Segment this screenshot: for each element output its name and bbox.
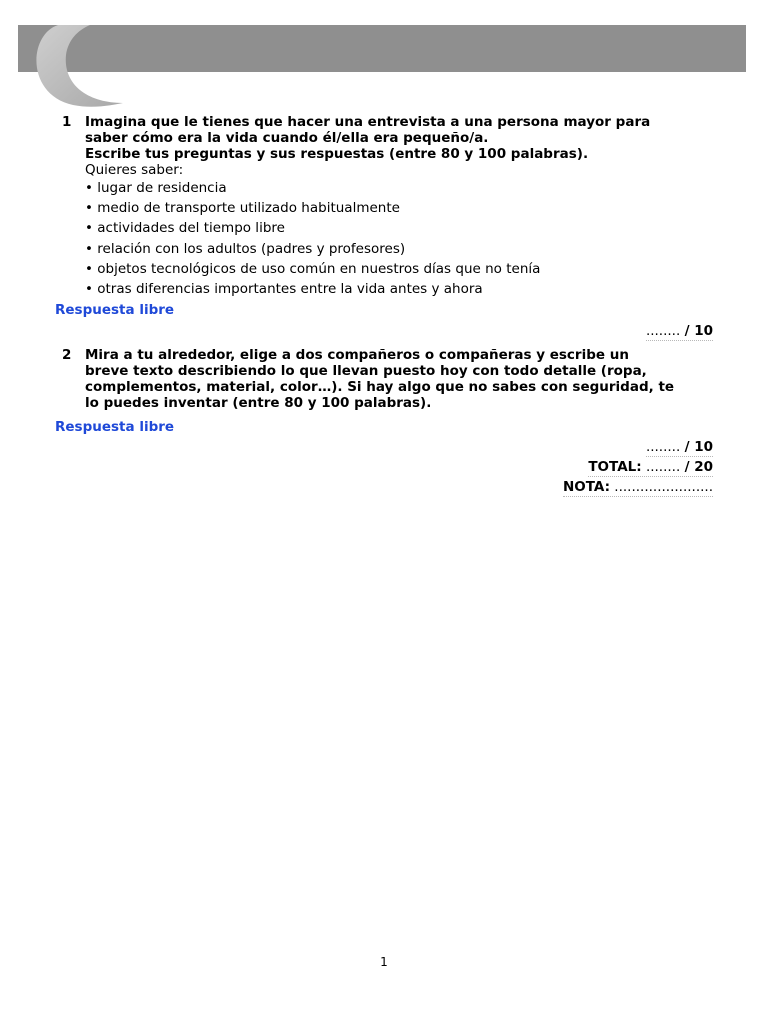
- question-2-prompt-line: Mira a tu alrededor, elige a dos compañeros o compañeras y escribe un: [85, 347, 629, 363]
- bullet-item: • lugar de residencia: [85, 180, 227, 196]
- question-1-body: [85, 114, 715, 301]
- question-1-prompt-line: Imagina que le tienes que hacer una entrevista a una persona mayor para: [85, 114, 651, 130]
- total-max: / 20: [684, 459, 713, 475]
- bullet-item: • medio de transporte utilizado habitualmente: [85, 200, 400, 217]
- crescent-moon-logo: [28, 25, 128, 107]
- total-dots: ........: [645, 459, 681, 475]
- score-max: / 10: [684, 323, 713, 339]
- question-1-answer: Respuesta libre: [55, 302, 175, 318]
- question-2-answer: Respuesta libre: [55, 419, 175, 435]
- question-1-number: 1: [62, 114, 72, 130]
- question-2-prompt-line: complementos, material, color…). Si hay algo que no sabes con seguridad, te: [85, 379, 675, 395]
- bullet-item: • otras diferencias importantes entre la vida antes y ahora: [85, 280, 483, 297]
- question-1-prompt-line: Escribe tus preguntas y sus respuestas (entre 80 y 100 palabras).: [85, 146, 589, 162]
- total-score: [588, 459, 713, 477]
- question-1-score: [646, 323, 713, 341]
- page-number: 1: [380, 955, 388, 969]
- nota-field: [563, 479, 713, 497]
- score-dots: ........: [645, 323, 681, 339]
- bullet-item: • actividades del tiempo libre: [85, 220, 285, 237]
- score-dots: ........: [645, 439, 681, 455]
- question-2-score: [646, 439, 713, 457]
- question-1-intro: Quieres saber:: [85, 162, 184, 178]
- nota-dots: .......................: [614, 479, 713, 495]
- bullet-item: • objetos tecnológicos de uso común en nuestros días que no tenía: [85, 260, 541, 277]
- bullet-item: • relación con los adultos (padres y profesores): [85, 240, 406, 257]
- score-max: / 10: [684, 439, 713, 455]
- question-2-prompt-line: lo puedes inventar (entre 80 y 100 palabras).: [85, 395, 432, 411]
- question-2-prompt-line: breve texto describiendo lo que llevan puesto hoy con todo detalle (ropa,: [85, 363, 647, 379]
- total-label: TOTAL:: [588, 459, 642, 475]
- question-1-prompt-line: saber cómo era la vida cuando él/ella era pequeño/a.: [85, 130, 489, 146]
- question-2-body: [85, 347, 715, 411]
- question-2-number: 2: [62, 347, 72, 363]
- nota-label: NOTA:: [562, 479, 610, 495]
- question-1-bullet-list: [85, 180, 715, 297]
